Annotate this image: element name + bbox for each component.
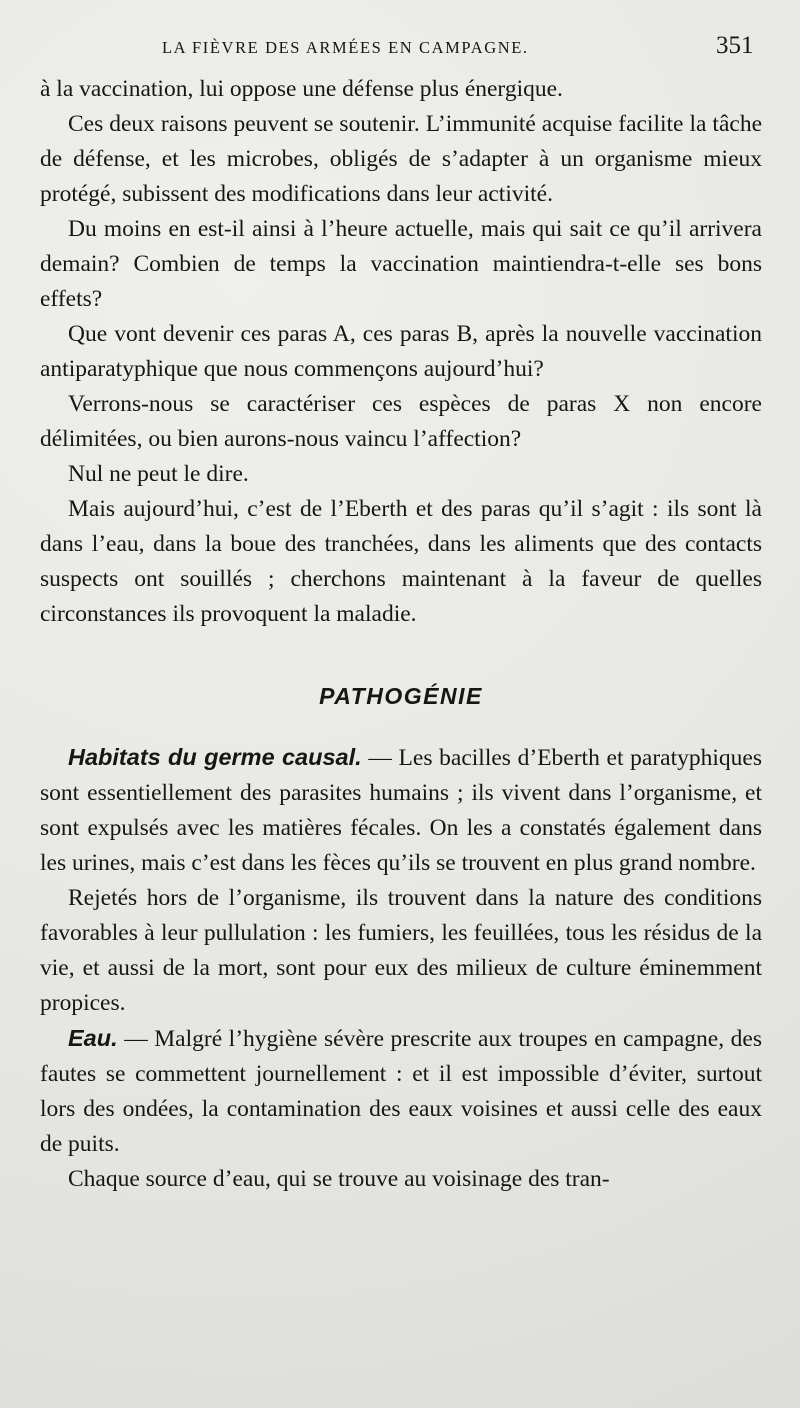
body-text: [40, 72, 762, 1197]
paragraph-continuation: à la vaccination, lui oppose une défense plus énergique.: [40, 76, 563, 102]
em-dash: —: [124, 1026, 148, 1052]
paragraph: Rejetés hors de l’organisme, ils trouvent dans la nature des conditions favorables à leur pullulation : les fumiers, les feuillées, tous les résidus de la vie, et aussi de la mort, sont pour eux des milieux de culture éminemment propices.: [40, 885, 762, 1016]
running-title: LA FIÈVRE DES ARMÉES EN CAMPAGNE.: [162, 38, 529, 57]
paragraph: Mais aujourd’hui, c’est de l’Eberth et des paras qu’il s’agit : ils sont là dans l’eau, dans la boue des tranchées, dans les aliments que des contacts suspects ont souillés ; cherchons maintenant à la faveur de quelles circonstances ils provoquent la maladie.: [40, 496, 762, 627]
page-header: [0, 28, 800, 68]
em-dash: —: [368, 745, 392, 771]
paragraph-last-line: Chaque source d’eau, qui se trouve au voisinage des tran-: [68, 1166, 610, 1192]
run-in-heading: Eau.: [68, 1025, 118, 1051]
paragraph: Du moins en est-il ainsi à l’heure actuelle, mais qui sait ce qu’il arrivera demain? Combien de temps la vaccination maintiendra-t-elle ses bons effets?: [40, 216, 762, 312]
section-heading: PATHOGÉNIE: [319, 683, 483, 709]
paragraph: Que vont devenir ces paras A, ces paras B, après la nouvelle vaccination antiparatyphique que nous commençons aujourd’hui?: [40, 321, 762, 382]
paragraph-text: Les bacilles d’Eberth et paratyphiques sont essentiellement des parasites humains ; ils vivent dans l’organisme, et sont expulsés avec les matières fécales. On les a constatés également dans les urines, mais c’est dans les fèces qu’ils se trouvent en plus grand nombre.: [40, 745, 762, 876]
page-number: 351: [716, 32, 754, 59]
paragraph: Verrons-nous se caractériser ces espèces de paras X non encore délimitées, ou bien aurons-nous vaincu l’affection?: [40, 391, 762, 452]
run-in-heading: Habitats du germe causal.: [68, 744, 362, 770]
paragraph: Ces deux raisons peuvent se soutenir. L’immunité acquise facilite la tâche de défense, et les microbes, obligés de s’adapter à un organisme mieux protégé, subissent des modifications dans leur activité.: [40, 111, 762, 207]
paragraph-habitats: [40, 740, 762, 881]
paragraph: Nul ne peut le dire.: [68, 461, 249, 487]
paragraph-eau: [40, 1021, 762, 1162]
paragraph-text: Malgré l’hygiène sévère prescrite aux troupes en campagne, des fautes se commettent journellement : et il est impossible d’éviter, surtout lors des ondées, la contamination des eaux voisines et aussi celle des eaux de puits.: [40, 1026, 762, 1157]
